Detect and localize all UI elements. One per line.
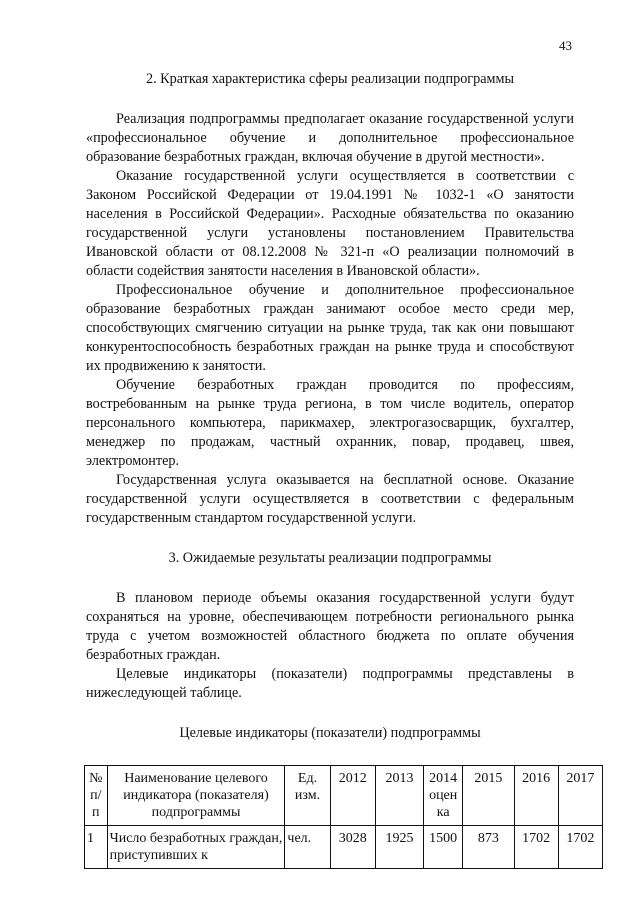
section-2-paragraph: Реализация подпрограммы предполагает оказание государственной услуги «профессиональное обучение и дополнительное профессиональное образование безработных граждан, включая обучение в другой местности». bbox=[86, 111, 574, 165]
header-cell: 2012 bbox=[330, 766, 375, 826]
header-cell: 2015 bbox=[463, 766, 514, 826]
table-cell: чел. bbox=[285, 826, 330, 869]
section-3-paragraph: В плановом периоде объемы оказания государственной услуги будут сохраняться на уровне, обеспечивающем потребности регионального рынка труда с учетом возможностей областного бюджета по оплате обучения безработных граждан. bbox=[86, 590, 574, 663]
table-cell: 873 bbox=[463, 826, 514, 869]
header-cell: 2013 bbox=[375, 766, 423, 826]
header-cell: 2017 bbox=[558, 766, 602, 826]
page-content bbox=[86, 70, 595, 869]
section-3-heading: 3. Ожидаемые результаты реализации подпрограммы bbox=[168, 550, 492, 566]
header-cell: № п/п bbox=[85, 766, 108, 826]
table-cell: Число безработных граждан, приступивших к bbox=[107, 826, 285, 869]
table-cell: 1500 bbox=[424, 826, 463, 869]
section-2-paragraph: Государственная услуга оказывается на бесплатной основе. Оказание государственной услуги осуществляется в соответствии с федеральным государственным стандартом государственной услуги. bbox=[86, 472, 574, 526]
table-cell: 3028 bbox=[330, 826, 375, 869]
section-2-paragraph: Профессиональное обучение и дополнительное профессиональное образование безработных граждан занимают особое место среди мер, способствующих смягчению ситуации на рынке труда, так как они повышают конкурентоспособность безработных граждан на рынке труда и способствуют их продвижению к занятости. bbox=[86, 282, 574, 374]
table-cell: 1702 bbox=[514, 826, 558, 869]
header-cell: Наименование целевого индикатора (показателя) подпрограммы bbox=[107, 766, 285, 826]
table-title: Целевые индикаторы (показатели) подпрограммы bbox=[179, 725, 481, 741]
page-number: 43 bbox=[559, 38, 572, 53]
table-row bbox=[85, 826, 603, 869]
section-2-heading: 2. Краткая характеристика сферы реализации подпрограммы bbox=[145, 71, 514, 87]
table-cell: 1925 bbox=[375, 826, 423, 869]
header-cell: 2016 bbox=[514, 766, 558, 826]
header-cell: Ед. изм. bbox=[285, 766, 330, 826]
section-2-paragraph: Оказание государственной услуги осуществляется в соответствии с Законом Российской Федерации от 19.04.1991 № 1032-1 «О занятости населения в Российской Федерации». Расходные обязательства по оказанию государственной услуги установлены постановлением Правительства Ивановской области от 08.12.2008 № 321-п «О реализации полномочий в области содействия занятости населения в Ивановской области». bbox=[86, 168, 574, 279]
table-cell: 1702 bbox=[558, 826, 602, 869]
table-header-row bbox=[85, 766, 603, 826]
header-cell: 2014 оцен ка bbox=[424, 766, 463, 826]
section-3-paragraph: Целевые индикаторы (показатели) подпрограммы представлены в нижеследующей таблице. bbox=[86, 666, 574, 701]
table-cell: 1 bbox=[85, 826, 108, 869]
section-2-paragraph: Обучение безработных граждан проводится по профессиям, востребованным на рынке труда региона, в том числе водитель, оператор персонального компьютера, парикмахер, электрогазосварщик, бухгалтер, менеджер по продажам, частный охранник, повар, продавец, швея, электромонтер. bbox=[86, 377, 574, 469]
indicators-table bbox=[84, 765, 603, 869]
